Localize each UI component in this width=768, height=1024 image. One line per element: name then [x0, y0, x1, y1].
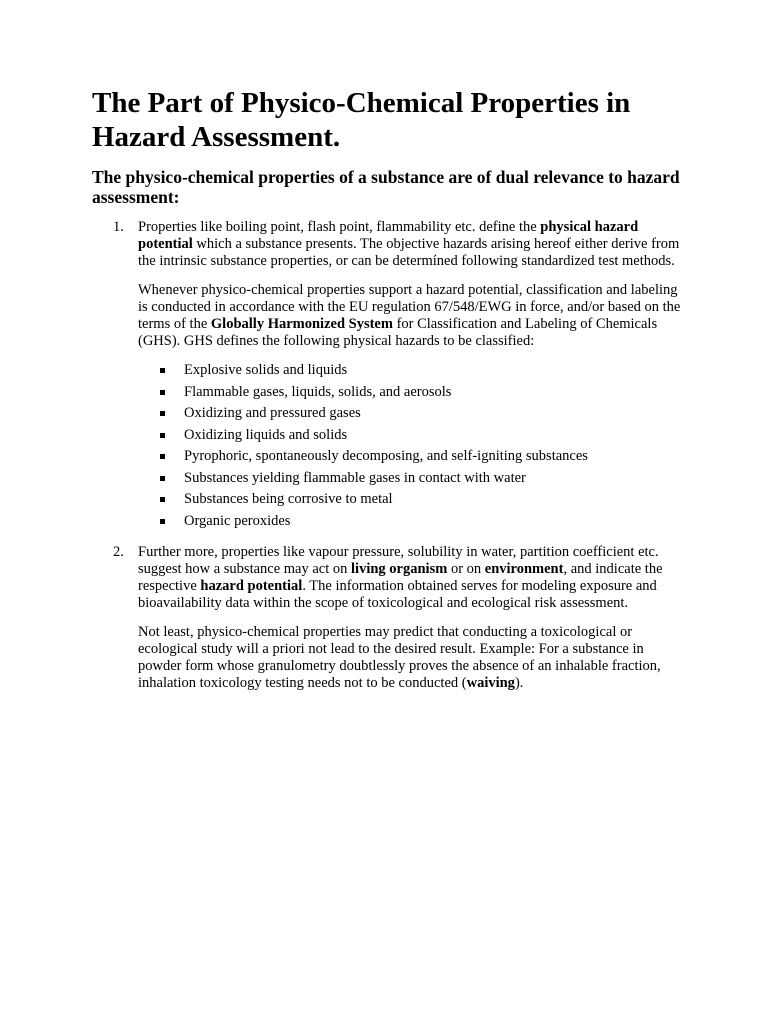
square-bullet-icon	[160, 368, 165, 373]
list-number: 2.	[113, 543, 124, 560]
paragraph	[138, 624, 688, 692]
hazard-label: Pyrophoric, spontaneously decomposing, and self-igniting substances	[184, 448, 588, 464]
square-bullet-icon	[160, 390, 165, 395]
square-bullet-icon	[160, 454, 165, 459]
square-bullet-icon	[160, 411, 165, 416]
text-run: Further more, properties like vapour pressure, solubility in water, partition coefficient etc. suggest how a substance may act on	[138, 543, 659, 577]
text-run: Not least, physico-chemical properties may predict that conducting a toxicological or ecological study will a priori not lead to the desired result. Example: For a substance in powder form whose granulometry doubtlessly proves the absence of an inhalable fraction, inhalation toxicology testing needs not to be conducted (	[138, 623, 661, 691]
list-item-2	[92, 544, 688, 692]
list-item	[138, 427, 688, 444]
list-item	[138, 513, 688, 530]
bold-term: Globally Harmonized System	[210, 316, 393, 332]
list-item	[138, 405, 688, 422]
bold-term: waiving	[466, 674, 515, 691]
numbered-list	[92, 219, 688, 692]
hazard-label: Substances yielding flammable gases in contact with water	[184, 469, 526, 486]
list-item	[138, 491, 688, 508]
text-run: for Classification and Labeling of Chemicals (GHS). GHS defines the following physical hazards to be classified:	[138, 316, 658, 349]
square-bullet-icon	[160, 519, 165, 524]
square-bullet-icon	[160, 497, 165, 502]
list-item-1	[92, 219, 688, 530]
bold-term: physical hazard potential	[138, 219, 639, 252]
list-number: 1.	[113, 219, 124, 235]
page-title: The Part of Physico-Chemical Properties in Hazard Assessment.	[92, 87, 631, 153]
square-bullet-icon	[160, 476, 165, 481]
square-bullet-icon	[160, 433, 165, 438]
paragraph	[138, 219, 688, 270]
hazard-label: Substances being corrosive to metal	[184, 491, 393, 507]
hazard-label: Oxidizing liquids and solids	[184, 426, 348, 443]
paragraph	[138, 544, 688, 612]
bold-term: hazard potential	[200, 577, 303, 594]
list-item	[138, 362, 688, 379]
text-run: Properties like boiling point, flash point, flammability etc. define the	[138, 219, 541, 235]
text-run: or on	[447, 560, 485, 577]
hazard-label: Explosive solids and liquids	[184, 362, 348, 378]
paragraph	[138, 282, 688, 350]
bold-term: living organism	[351, 560, 448, 577]
hazard-label: Oxidizing and pressured gases	[184, 405, 361, 421]
page-subtitle: The physico-chemical properties of a substance are of dual relevance to hazard assessment:	[92, 167, 680, 207]
bold-term: environment	[484, 560, 564, 577]
hazard-label: Organic peroxides	[184, 512, 291, 529]
text-run: Whenever physico-chemical properties support a hazard potential, classification and labeling is conducted in accordance with the EU regulation 67/548/EWG in force, and/or based on the terms of the	[138, 282, 681, 332]
text-run: ).	[514, 674, 524, 691]
text-run: . The information obtained serves for modeling exposure and bioavailability data within the scope of toxicological and ecological risk assessment.	[138, 577, 657, 611]
hazard-list	[138, 362, 688, 530]
list-item	[138, 448, 688, 465]
list-item	[138, 470, 688, 487]
hazard-label: Flammable gases, liquids, solids, and aerosols	[184, 383, 452, 400]
list-item	[138, 384, 688, 401]
text-run: which a substance presents. The objective hazards arising hereof either derive from the intrinsic substance properties, or can be determíned following standardized test methods.	[138, 236, 680, 269]
text-run: , and indicate the respective	[138, 560, 663, 594]
